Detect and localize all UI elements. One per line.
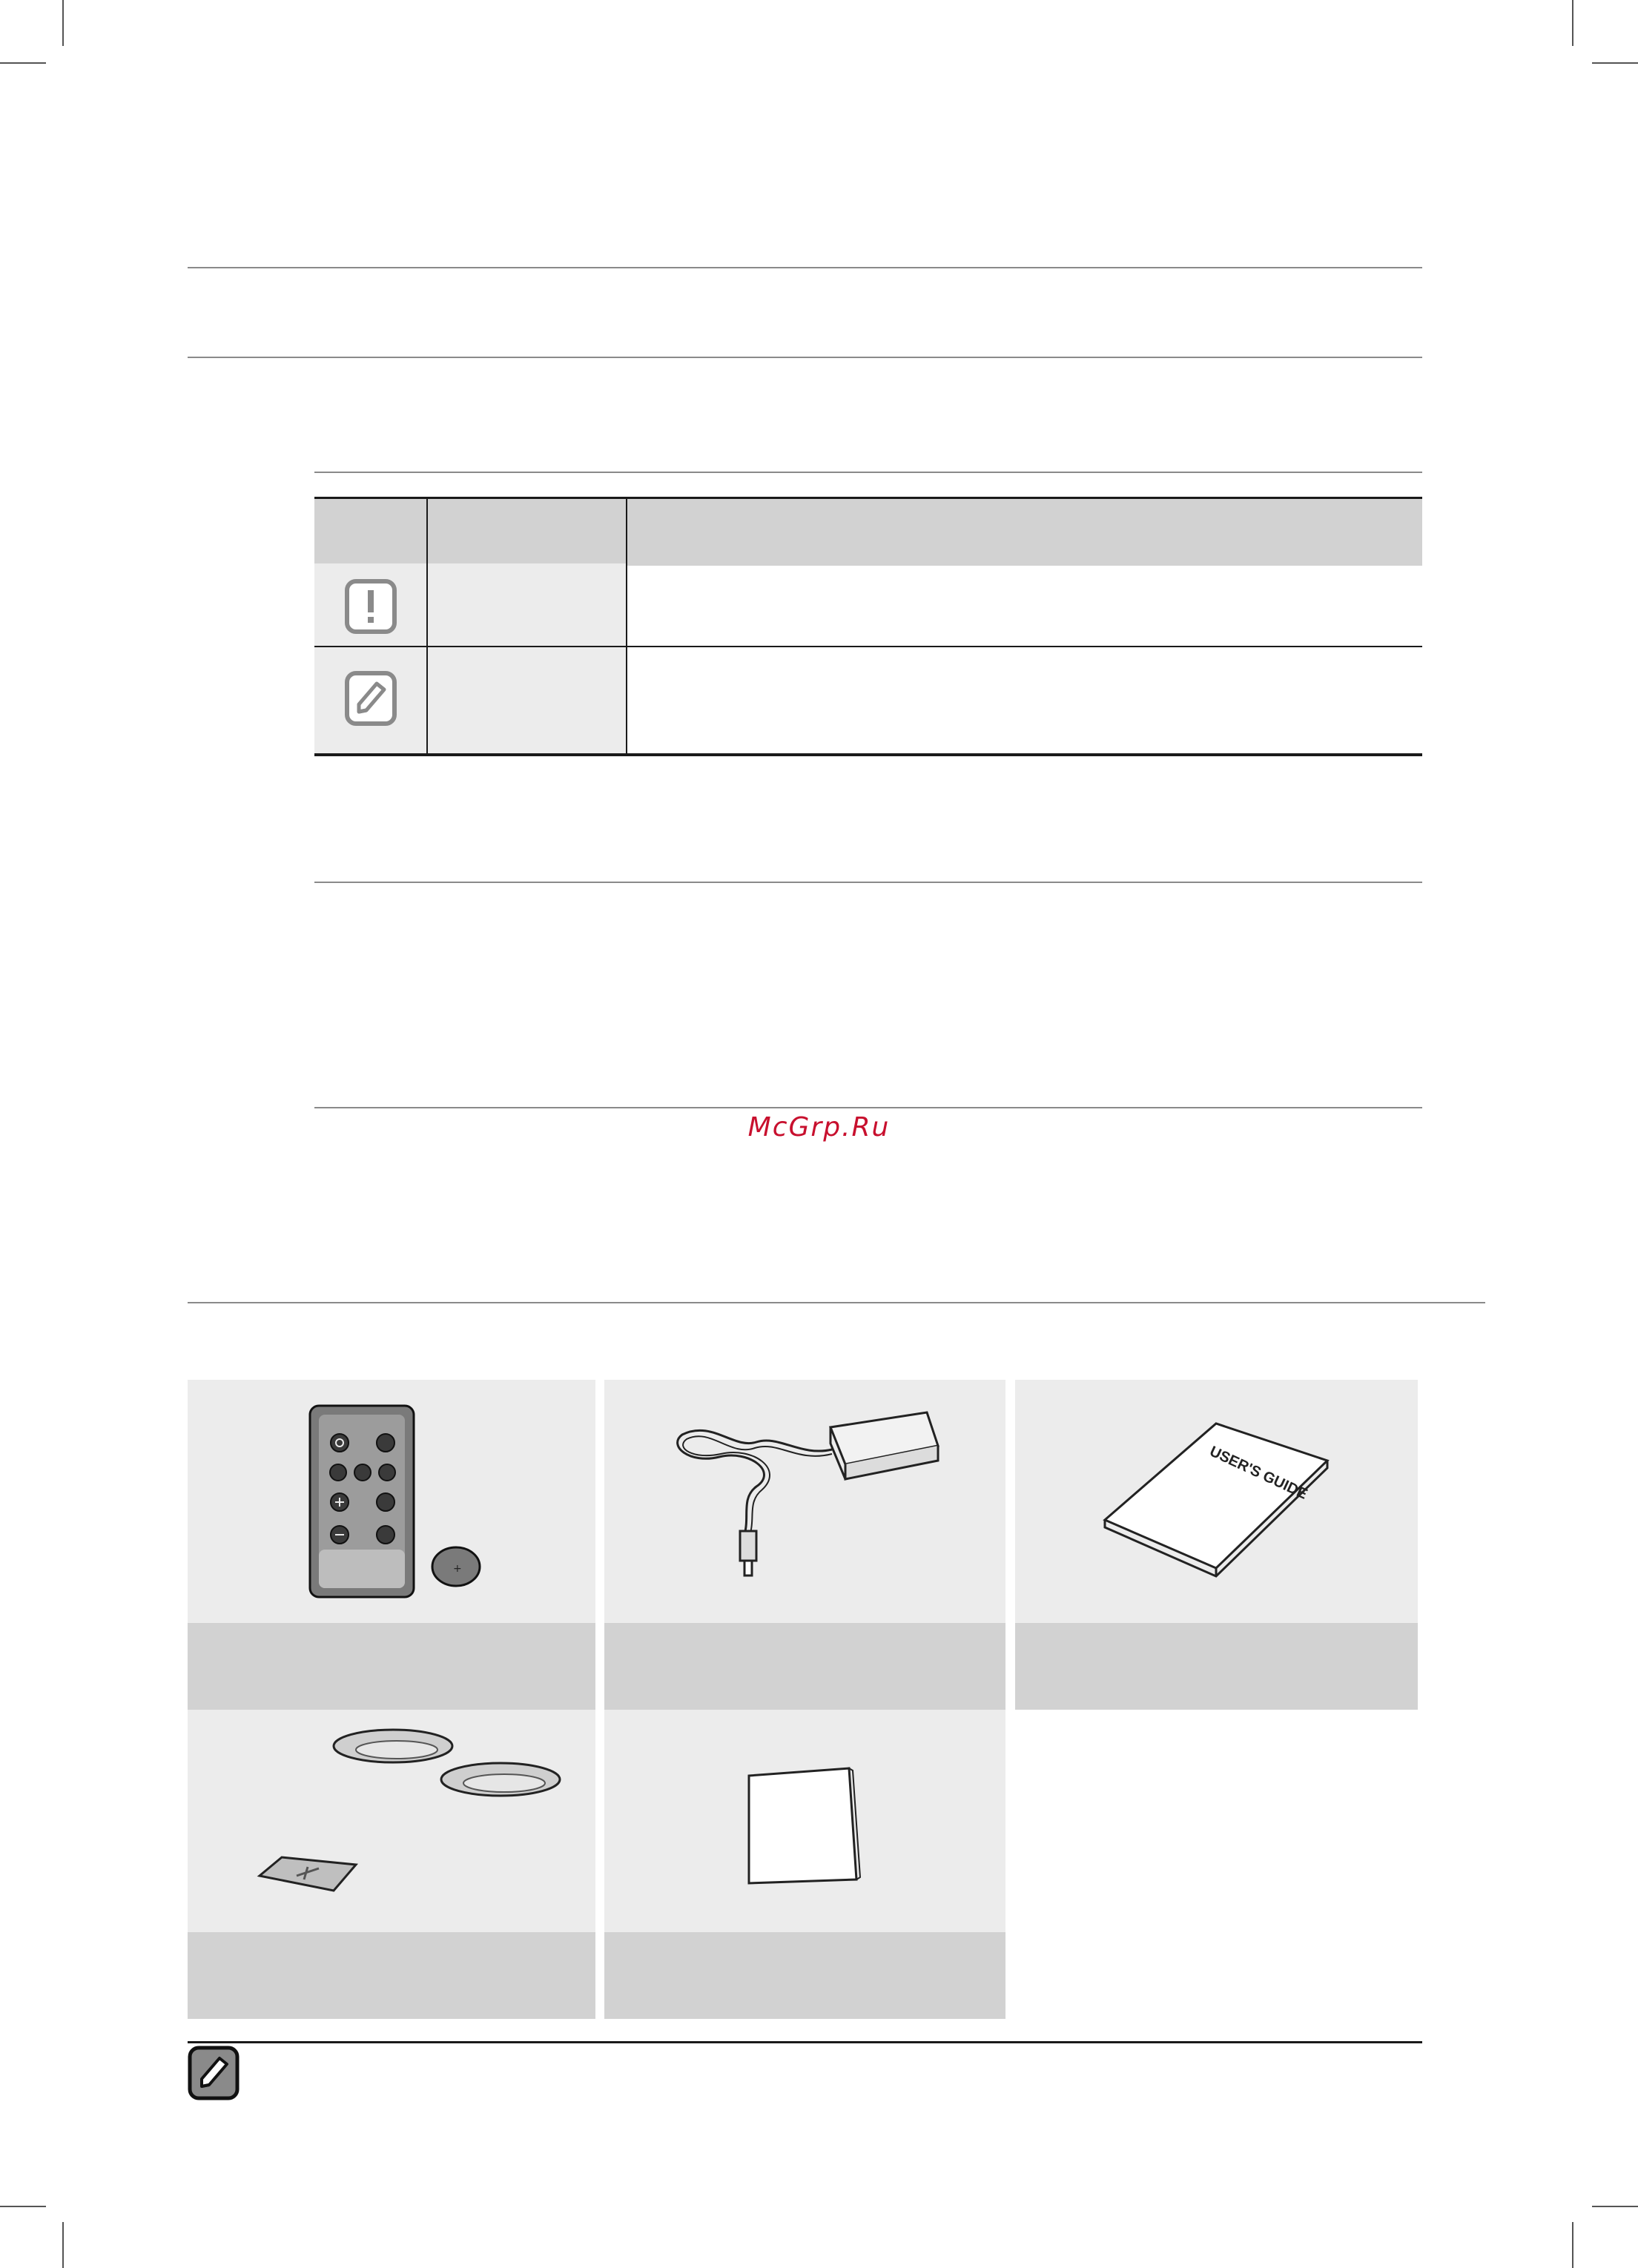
crop-mark: [1592, 2206, 1638, 2207]
table-col-divider: [626, 497, 627, 755]
grid-gutter: [595, 1380, 604, 2019]
warranty-card-illustration: [745, 1765, 864, 1891]
crop-mark: [0, 2206, 46, 2207]
note-pencil-icon: [185, 2045, 242, 2101]
table-bottom-rule: [314, 753, 1422, 756]
crop-mark: [0, 62, 46, 64]
ac-adapter-illustration: [667, 1405, 949, 1605]
caution-exclamation-icon: [343, 578, 399, 635]
header-rule-bottom: [188, 357, 1422, 358]
note-rule: [188, 2041, 1422, 2043]
watermark-text: McGrp.Ru: [747, 1112, 891, 1143]
crop-mark: [1572, 2222, 1573, 2268]
section-rule: [314, 1107, 1422, 1108]
note-pencil-icon: [343, 670, 399, 727]
svg-text:USER'S GUIDE: USER'S GUIDE: [1206, 1443, 1310, 1503]
table-top-rule: [314, 472, 1422, 473]
crop-mark: [62, 0, 64, 46]
header-rule-top: [188, 267, 1422, 268]
table-col-divider: [426, 497, 428, 755]
grid-gutter: [1005, 1380, 1015, 1710]
remote-control-illustration: [304, 1401, 489, 1601]
svg-text:+: +: [453, 1563, 462, 1575]
component-label-warranty: [604, 1932, 1005, 2019]
component-label-adapter: [604, 1623, 1005, 1710]
rubber-feet-illustration: [245, 1720, 586, 1913]
crop-mark: [1592, 62, 1638, 64]
component-label-manual: [1015, 1623, 1418, 1710]
crop-mark: [62, 2222, 64, 2268]
component-label-remote: [188, 1623, 595, 1710]
component-label-feet: [188, 1932, 595, 2019]
table-term-cell: [428, 563, 627, 755]
crop-mark: [1572, 0, 1573, 46]
section-rule: [314, 882, 1422, 883]
users-guide-illustration: [1097, 1401, 1335, 1587]
components-heading-rule: [188, 1302, 1485, 1303]
table-header-row: [314, 497, 1422, 566]
table-row-divider: [314, 646, 1422, 647]
